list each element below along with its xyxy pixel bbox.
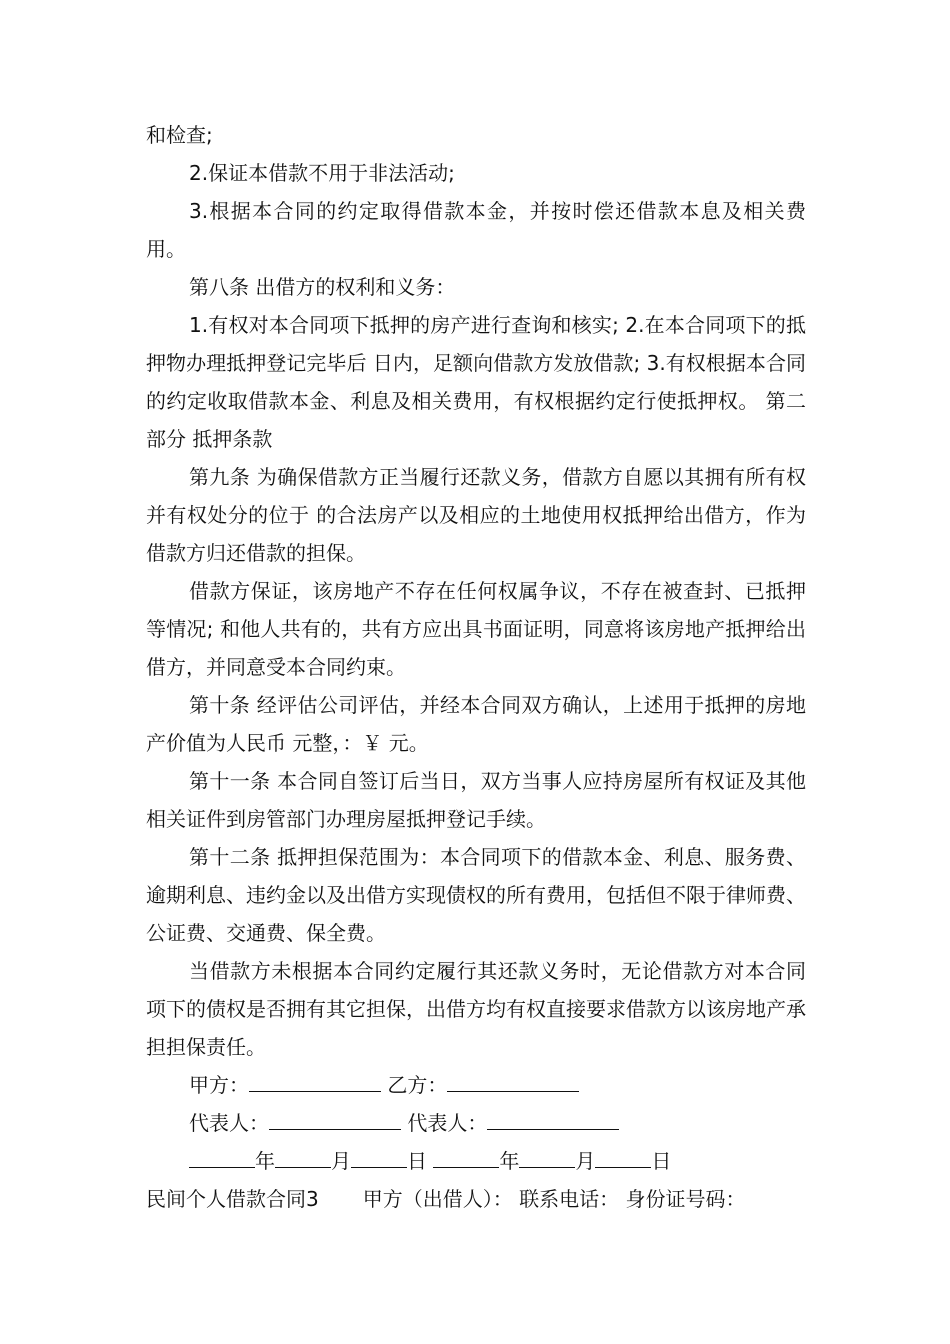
party-b-blank (447, 1067, 579, 1092)
article-10: 第十条 经评估公司评估，并经本合同双方确认，上述用于抵押的房地产价值为人民币 元整，：￥ 元。 (146, 693, 806, 755)
year-b-label: 年 (499, 1149, 520, 1173)
document-body (146, 116, 806, 1218)
article-8-heading: 第八条 出借方的权利和义务： (189, 275, 456, 299)
rep-a-label: 代表人： (189, 1111, 269, 1135)
month-a-blank (275, 1143, 331, 1168)
rep-b-blank (487, 1105, 619, 1130)
next-contract-title: 民间个人借款合同3 (146, 1187, 319, 1211)
article-11: 第十一条 本合同自签订后当日，双方当事人应持房屋所有权证及其他相关证件到房管部门办理房屋抵押登记手续。 (146, 769, 806, 831)
year-a-blank (189, 1143, 255, 1168)
month-b-blank (519, 1143, 575, 1168)
article-9: 第九条 为确保借款方正当履行还款义务，借款方自愿以其拥有所有权并有权处分的位于 的合法房产以及相应的土地使用权抵押给出借方，作为借款方归还借款的担保。 (146, 465, 806, 565)
day-b-label: 日 (651, 1149, 672, 1173)
paragraph-0: 和检查; (146, 123, 213, 147)
next-contract-line (146, 1180, 806, 1218)
day-a-blank (351, 1143, 407, 1168)
signature-date-line (146, 1142, 806, 1180)
paragraph-1: 2.保证本借款不用于非法活动; (189, 161, 455, 185)
year-a-label: 年 (255, 1149, 275, 1173)
party-a-blank (249, 1067, 381, 1092)
paragraph-10: 当借款方未根据本合同约定履行其还款义务时，无论借款方对本合同项下的债权是否拥有其它担保，出借方均有权直接要求借款方以该房地产承担担保责任。 (146, 959, 806, 1059)
next-contract-fields: 甲方（出借人）： 联系电话： 身份证号码： (362, 1187, 746, 1211)
party-a-label: 甲方： (189, 1073, 249, 1097)
paragraph-4: 1.有权对本合同项下抵押的房产进行查询和核实; 2.在本合同项下的抵押物办理抵押登记完毕后 日内，足额向借款方发放借款; 3.有权根据本合同的约定收取借款本金、利息及相关费用，有权根据约定行使抵押权。 第二部分 抵押条款 (146, 313, 806, 451)
party-b-label: 乙方： (387, 1073, 448, 1097)
rep-a-blank (269, 1105, 401, 1130)
paragraph-6: 借款方保证，该房地产不存在任何权属争议，不存在被查封、已抵押等情况; 和他人共有的，共有方应出具书面证明，同意将该房地产抵押给出借方，并同意受本合同约束。 (146, 579, 806, 679)
signature-rep-line (146, 1104, 806, 1142)
year-b-blank (433, 1143, 499, 1168)
day-a-label: 日 (407, 1149, 427, 1173)
paragraph-2: 3.根据本合同的约定取得借款本金，并按时偿还借款本息及相关费用。 (146, 199, 806, 261)
rep-b-label: 代表人： (407, 1111, 488, 1135)
month-b-label: 月 (575, 1149, 596, 1173)
month-a-label: 月 (331, 1149, 351, 1173)
signature-party-line (146, 1066, 806, 1104)
day-b-blank (595, 1143, 651, 1168)
article-12: 第十二条 抵押担保范围为：本合同项下的借款本金、利息、服务费、逾期利息、违约金以及出借方实现债权的所有费用，包括但不限于律师费、公证费、交通费、保全费。 (146, 845, 806, 945)
